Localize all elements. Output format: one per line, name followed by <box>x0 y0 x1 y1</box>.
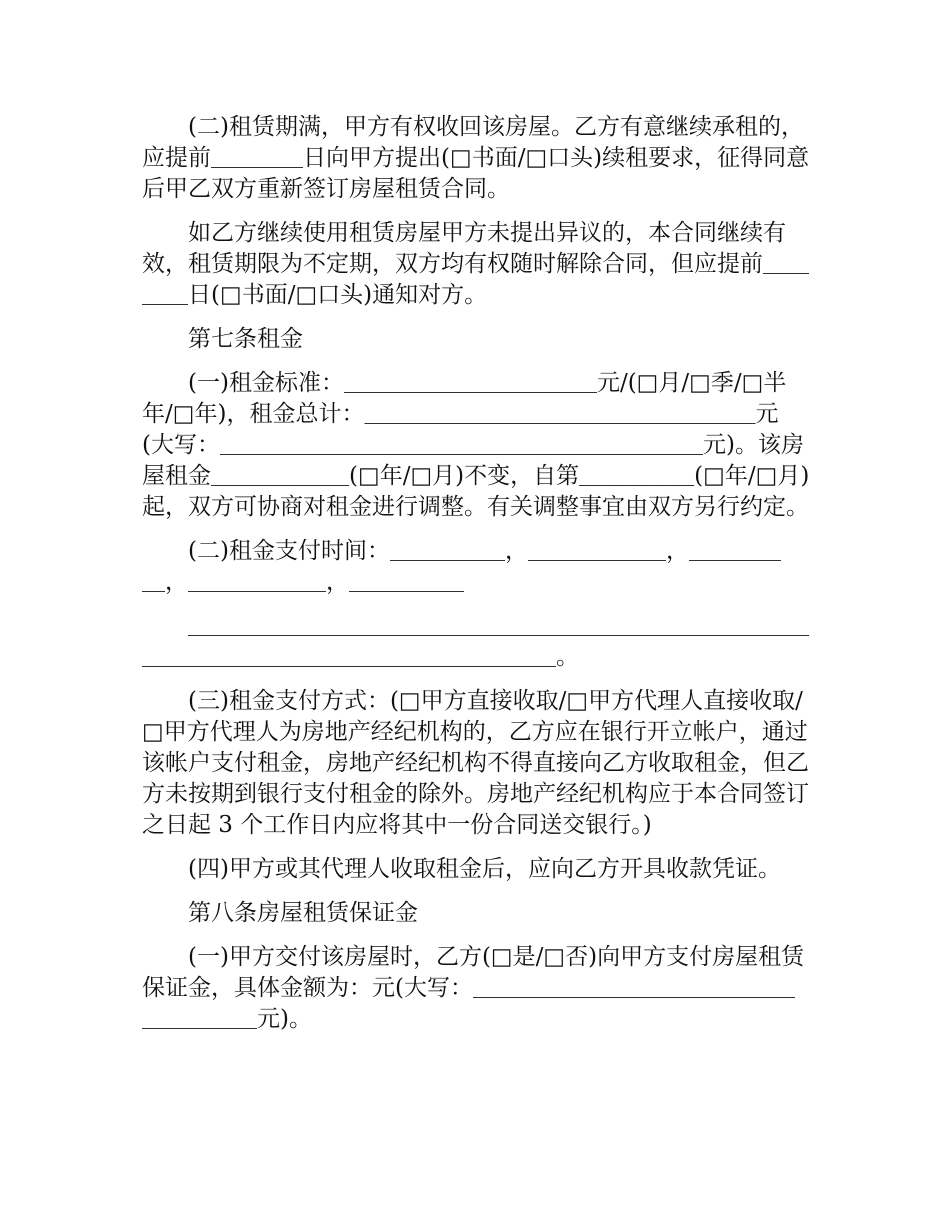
article-7-heading: 第七条租金 <box>188 326 303 352</box>
clause-6-indefinite-term: 如乙方继续使用租赁房屋甲方未提出异议的，本合同继续有效，租赁期限为不定期，双方均有权随时解除合同，但应提前＿＿＿＿日(□书面/□口头)通知对方。 <box>142 220 809 308</box>
article-8-heading: 第八条房屋租赁保证金 <box>188 900 418 926</box>
clause-7-1-rent-standard: (一)租金标准：＿＿＿＿＿＿＿＿＿＿＿元/(□月/□季/□半年/□年)，租金总计：＿＿＿＿＿＿＿＿＿＿＿＿＿＿＿＿＿元(大写：＿＿＿＿＿＿＿＿＿＿＿＿＿＿＿＿＿＿＿＿＿元)。该房屋租金＿＿＿＿＿＿(□年/□月)不变，自第＿＿＿＿＿(□年/□月)起，双方可协商对租金进行调整。有关调整事宜由双方另行约定。 <box>142 370 810 520</box>
clause-7-2-payment-time: (二)租金支付时间：＿＿＿＿＿，＿＿＿＿＿＿，＿＿＿＿＿，＿＿＿＿＿＿，＿＿＿＿＿ <box>142 538 781 595</box>
contract-page <box>142 112 810 1048</box>
clause-8-1-deposit: (一)甲方交付该房屋时，乙方(□是/□否)向甲方支付房屋租赁保证金，具体金额为：元(大写：＿＿＿＿＿＿＿＿＿＿＿＿＿＿＿＿＿＿＿元)。 <box>142 944 805 1032</box>
payment-time-blank-line: ＿＿＿＿＿＿＿＿＿＿＿＿＿＿＿＿＿＿＿＿＿＿＿＿＿＿＿＿＿＿＿＿＿＿＿＿＿＿＿＿＿＿＿＿＿。 <box>142 613 809 670</box>
clause-7-3-payment-method: (三)租金支付方式：(□甲方直接收取/□甲方代理人直接收取/□甲方代理人为房地产经纪机构的，乙方应在银行开立帐户，通过该帐户支付租金，房地产经纪机构不得直接向乙方收取租金，但乙方未按期到银行支付租金的除外。房地产经纪机构应于本合同签订之日起 3 个工作日内应将其中一份合同送交银行。) <box>142 688 809 838</box>
clause-7-4-receipt: (四)甲方或其代理人收取租金后，应向乙方开具收款凭证。 <box>188 856 781 882</box>
clause-6-2-renewal: (二)租赁期满，甲方有权收回该房屋。乙方有意继续承租的，应提前＿＿＿＿日向甲方提出(□书面/□口头)续租要求，征得同意后甲乙双方重新签订房屋租赁合同。 <box>142 114 810 202</box>
